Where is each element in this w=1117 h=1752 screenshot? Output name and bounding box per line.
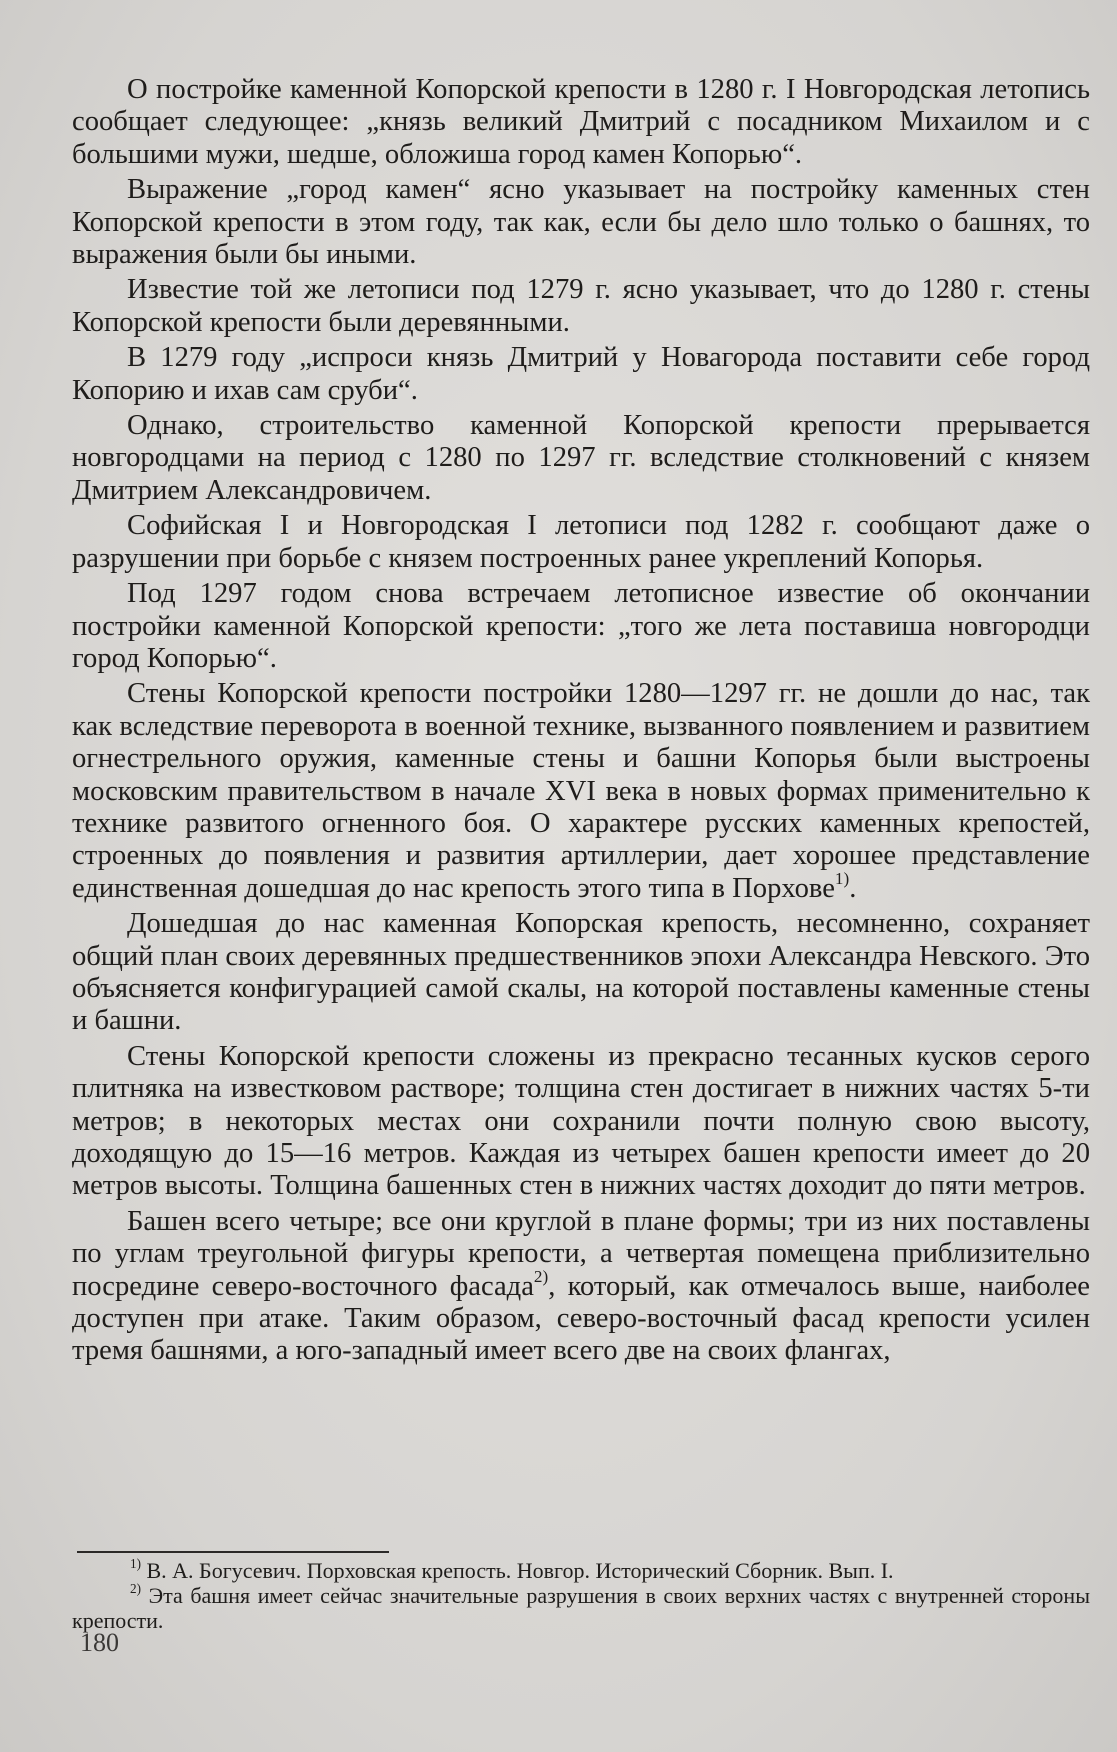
paragraph-towers: [72, 1206, 1090, 1368]
paragraph: Известие той же летописи под 1279 г. ясно указывает, что до 1280 г. стены Копорской крепости были деревянными.: [72, 274, 1090, 338]
paragraph-text: Стены Копорской крепости постройки 1280—1297 гг. не дошли до нас, так как вследствие переворота в военной технике, вызванного появлением и развитием огнестрельного оружия, каменные стены и башни Копорья были выстроены московским правительством в начале XVI века в новых формах применительно к технике развитого огненного боя. О характере русских каменных крепостей, строенных до появления и развития артиллерии, дает хорошее представление единственная дошедшая до нас крепость этого типа в Порхове: [72, 678, 1090, 904]
main-text: [72, 74, 1090, 1368]
paragraph: Однако, строительство каменной Копорской крепости прерывается новгородцами на период с 1280 по 1297 гг. вследствие столкновений с князем Дмитрием Александровичем.: [72, 410, 1090, 506]
footnote-mark: 1): [130, 1556, 141, 1572]
footnote: [72, 1558, 1090, 1583]
page-number: 180: [80, 1628, 119, 1657]
footnote-mark: 2): [130, 1581, 141, 1597]
footnotes: [72, 1558, 1090, 1633]
paragraph: Стены Копорской крепости сложены из прекрасно тесанных кусков серого плитняка на известковом растворе; толщина стен достигает в нижних частях 5-ти метров; в некоторых местах они сохранили почти полную свою высоту, доходящую до 15—16 метров. Каждая из четырех башен крепости имеет до 20 метров высоты. Толщина башенных стен в нижних частях доходит до пяти метров.: [72, 1040, 1090, 1202]
footnote-text: Эта башня имеет сейчас значительные разрушения в своих верхних частях с внутренней стороны крепости.: [72, 1583, 1090, 1633]
footnote: [72, 1583, 1090, 1633]
paragraph-porkhov: [72, 678, 1090, 905]
footnote-ref-1: 1): [834, 868, 850, 888]
paragraph: Софийская I и Новгородская I летописи под 1282 г. сообщают даже о разрушении при борьбе с князем построенных ранее укреплений Копорья.: [72, 510, 1090, 574]
paragraph: Под 1297 годом снова встречаем летописное известие об окончании постройки каменной Копорской крепости: „того же лета поставиша новгородци город Копорью“.: [72, 578, 1090, 674]
footnote-text: В. А. Богусевич. Порховская крепость. Новгор. Исторический Сборник. Вып. I.: [141, 1558, 894, 1583]
paragraph: Дошедшая до нас каменная Копорская крепость, несомненно, сохраняет общий план своих деревянных предшественников эпохи Александра Невского. Это объясняется конфигурацией самой скалы, на которой поставлены каменные стены и башни.: [72, 908, 1090, 1037]
paragraph: В 1279 году „испроси князь Дмитрий у Новагорода поставити себе город Копорию и ихав сам сруби“.: [72, 342, 1090, 406]
footnote-divider: [77, 1551, 389, 1553]
paragraph-text: , который, как отмечалось выше, наиболее доступен при атаке. Таким образом, северо-восточный фасад крепости усилен тремя башнями, а юго-западный имеет всего две на своих флангах,: [72, 1270, 1090, 1367]
paragraph-text: Башен всего четыре; все они круглой в плане формы; три из них поставлены по углам треугольной фигуры крепости, а четвертая помещена приблизительно посредине северо-восточного фасада: [72, 1205, 1090, 1302]
paragraph: О постройке каменной Копорской крепости в 1280 г. I Новгородская летопись сообщает следующее: „князь великий Дмитрий с посадником Михаилом и с большими мужи, шедше, обложиша город камен Копорью“.: [72, 74, 1090, 170]
paragraph: Выражение „город камен“ ясно указывает на постройку каменных стен Копорской крепости в этом году, так как, если бы дело шло только о башнях, то выражения были бы иными.: [72, 174, 1090, 271]
paragraph-text: .: [849, 872, 857, 904]
footnote-ref-2: 2): [533, 1266, 549, 1286]
